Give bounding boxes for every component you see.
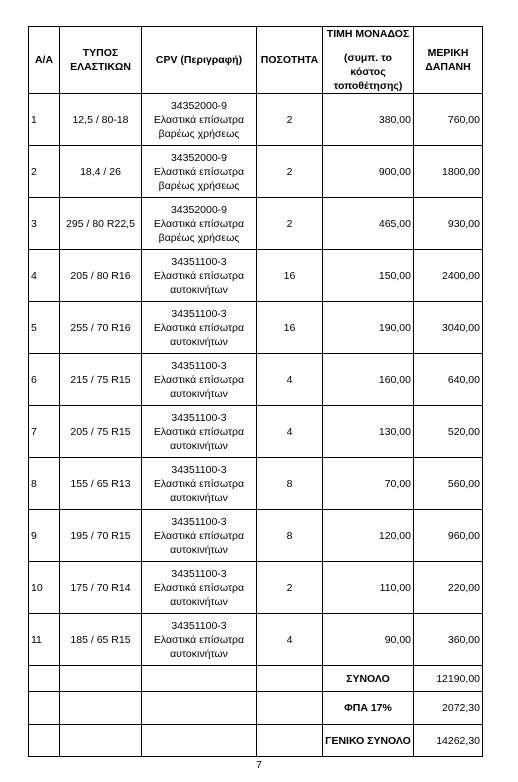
tire-type: 255 / 70 R16 [60, 302, 142, 354]
unit-price: 900,00 [323, 146, 414, 198]
quantity: 4 [257, 406, 323, 458]
cpv-text-line: Ελαστικά επίσωτρα [153, 529, 245, 542]
unit-price: 465,00 [323, 198, 414, 250]
grand-total-label: ΓΕΝΙΚΟ ΣΥΝΟΛΟ [323, 725, 414, 757]
empty-cell [257, 666, 323, 692]
cpv-code: 34351100-3 [171, 515, 227, 528]
page-number: 7 [256, 759, 262, 771]
table-row [29, 198, 483, 250]
quantity: 16 [257, 250, 323, 302]
cpv-code: 34351100-3 [171, 307, 227, 320]
cpv-text-line: Ελαστικά επίσωτρα [153, 581, 245, 594]
empty-cell [29, 666, 60, 692]
vat-row [29, 692, 483, 725]
cpv-code: 34352000-9 [170, 99, 228, 112]
empty-cell [142, 666, 257, 692]
cpv-code: 34352000-9 [170, 151, 228, 164]
cpv-code: 34351100-3 [171, 411, 227, 424]
header-unit-price-line2: (συμπ. το κόστος [344, 52, 392, 78]
cpv-description [142, 198, 257, 250]
quantity: 16 [257, 302, 323, 354]
header-cpv-text: CPV (Περιγραφή) [155, 54, 243, 66]
partial-cost: 520,00 [414, 406, 483, 458]
cpv-text-line: αυτοκινήτων [170, 543, 228, 556]
header-row [29, 27, 483, 94]
header-quantity [257, 27, 323, 94]
tire-type: 205 / 80 R16 [60, 250, 142, 302]
cpv-text-line: Ελαστικά επίσωτρα [153, 217, 245, 230]
empty-cell [29, 692, 60, 725]
header-unit-price [323, 27, 414, 94]
header-quantity-text: ΠΟΣΟΤΗΤΑ [260, 54, 319, 66]
cpv-text-line: Ελαστικά επίσωτρα [153, 269, 245, 282]
partial-cost: 960,00 [414, 510, 483, 562]
cpv-text-line: Ελαστικά επίσωτρα [153, 633, 245, 646]
cpv-code: 34351100-3 [171, 255, 227, 268]
row-number: 7 [29, 406, 60, 458]
header-aa [29, 27, 60, 94]
tire-type: 215 / 75 R15 [60, 354, 142, 406]
header-partial-cost-line2: ΔΑΠΑΝΗ [425, 61, 471, 73]
table-row [29, 146, 483, 198]
cpv-text-line: Ελαστικά επίσωτρα [153, 113, 245, 126]
cpv-text-line: αυτοκινήτων [170, 491, 228, 504]
cpv-description [142, 94, 257, 146]
cpv-text-line: βαρέως χρήσεως [158, 179, 240, 192]
empty-cell [257, 725, 323, 757]
row-number: 4 [29, 250, 60, 302]
header-aa-text: Α/Α [34, 54, 54, 66]
unit-price: 110,00 [323, 562, 414, 614]
partial-cost: 930,00 [414, 198, 483, 250]
quantity: 2 [257, 198, 323, 250]
cpv-text-line: Ελαστικά επίσωτρα [153, 165, 245, 178]
cpv-description [142, 250, 257, 302]
header-tire-type-line2: ΕΛΑΣΤΙΚΩΝ [70, 61, 131, 73]
partial-cost: 640,00 [414, 354, 483, 406]
unit-price: 150,00 [323, 250, 414, 302]
cpv-code: 34352000-9 [170, 203, 228, 216]
row-number: 1 [29, 94, 60, 146]
partial-cost: 760,00 [414, 94, 483, 146]
unit-price: 90,00 [323, 614, 414, 666]
cpv-text-line: Ελαστικά επίσωτρα [153, 425, 245, 438]
header-cpv [142, 27, 257, 94]
quantity: 2 [257, 146, 323, 198]
cpv-code: 34351100-3 [171, 359, 227, 372]
header-partial-cost [414, 27, 483, 94]
cpv-text-line: βαρέως χρήσεως [158, 231, 240, 244]
cpv-text-line: αυτοκινήτων [170, 335, 228, 348]
cpv-text-line: βαρέως χρήσεως [158, 127, 240, 140]
empty-cell [60, 725, 142, 757]
empty-cell [142, 692, 257, 725]
row-number: 2 [29, 146, 60, 198]
quantity: 2 [257, 562, 323, 614]
subtotal-label: ΣΥΝΟΛΟ [323, 666, 414, 692]
grand-total-row [29, 725, 483, 757]
table-row [29, 562, 483, 614]
quantity: 8 [257, 510, 323, 562]
unit-price: 190,00 [323, 302, 414, 354]
tire-type: 295 / 80 R22,5 [60, 198, 142, 250]
table-row [29, 94, 483, 146]
totals-body [29, 666, 483, 757]
unit-price: 380,00 [323, 94, 414, 146]
header-tire-type [60, 27, 142, 94]
cpv-description [142, 302, 257, 354]
vat-value: 2072,30 [414, 692, 483, 725]
quantity: 2 [257, 94, 323, 146]
table-row [29, 250, 483, 302]
cpv-description [142, 562, 257, 614]
cpv-code: 34351100-3 [171, 567, 227, 580]
header-partial-cost-line1: ΜΕΡΙΚΗ [427, 47, 469, 59]
cpv-text-line: αυτοκινήτων [170, 387, 228, 400]
cpv-code: 34351100-3 [171, 463, 227, 476]
row-number: 3 [29, 198, 60, 250]
partial-cost: 560,00 [414, 458, 483, 510]
table-row [29, 614, 483, 666]
grand-total-value: 14262,30 [414, 725, 483, 757]
cpv-text-line: Ελαστικά επίσωτρα [153, 373, 245, 386]
row-number: 8 [29, 458, 60, 510]
empty-cell [257, 692, 323, 725]
table-row [29, 354, 483, 406]
cpv-text-line: Ελαστικά επίσωτρα [153, 477, 245, 490]
partial-cost: 360,00 [414, 614, 483, 666]
row-number: 9 [29, 510, 60, 562]
table-row [29, 302, 483, 354]
table-row [29, 458, 483, 510]
empty-cell [60, 666, 142, 692]
tire-type: 195 / 70 R15 [60, 510, 142, 562]
partial-cost: 220,00 [414, 562, 483, 614]
empty-cell [60, 692, 142, 725]
cpv-description [142, 146, 257, 198]
unit-price: 120,00 [323, 510, 414, 562]
unit-price: 160,00 [323, 354, 414, 406]
cpv-code: 34351100-3 [171, 619, 227, 632]
row-number: 5 [29, 302, 60, 354]
unit-price: 70,00 [323, 458, 414, 510]
tire-type: 18,4 / 26 [60, 146, 142, 198]
row-number: 6 [29, 354, 60, 406]
vat-label: ΦΠΑ 17% [323, 692, 414, 725]
tire-price-table [28, 26, 483, 757]
unit-price: 130,00 [323, 406, 414, 458]
header-unit-price-line3: τοποθέτησης) [333, 80, 403, 92]
subtotal-row [29, 666, 483, 692]
header-unit-price-line1: ΤΙΜΗ ΜΟΝΑΔΟΣ [326, 28, 410, 40]
table-row [29, 406, 483, 458]
quantity: 4 [257, 354, 323, 406]
row-number: 11 [29, 614, 60, 666]
cpv-text-line: αυτοκινήτων [170, 439, 228, 452]
tire-type: 175 / 70 R14 [60, 562, 142, 614]
cpv-text-line: αυτοκινήτων [170, 283, 228, 296]
empty-cell [142, 725, 257, 757]
cpv-description [142, 458, 257, 510]
quantity: 8 [257, 458, 323, 510]
cpv-text-line: αυτοκινήτων [170, 595, 228, 608]
tire-type: 185 / 65 R15 [60, 614, 142, 666]
quantity: 4 [257, 614, 323, 666]
partial-cost: 1800,00 [414, 146, 483, 198]
tire-type: 205 / 75 R15 [60, 406, 142, 458]
row-number: 10 [29, 562, 60, 614]
cpv-text-line: Ελαστικά επίσωτρα [153, 321, 245, 334]
subtotal-value: 12190,00 [414, 666, 483, 692]
table-row [29, 510, 483, 562]
table-body [29, 94, 483, 666]
cpv-description [142, 406, 257, 458]
tire-type: 155 / 65 R13 [60, 458, 142, 510]
cpv-description [142, 510, 257, 562]
partial-cost: 2400,00 [414, 250, 483, 302]
empty-cell [29, 725, 60, 757]
partial-cost: 3040,00 [414, 302, 483, 354]
cpv-description [142, 614, 257, 666]
cpv-text-line: αυτοκινήτων [170, 647, 228, 660]
header-tire-type-line1: ΤΥΠΟΣ [82, 47, 119, 59]
tire-type: 12,5 / 80-18 [60, 94, 142, 146]
cpv-description [142, 354, 257, 406]
